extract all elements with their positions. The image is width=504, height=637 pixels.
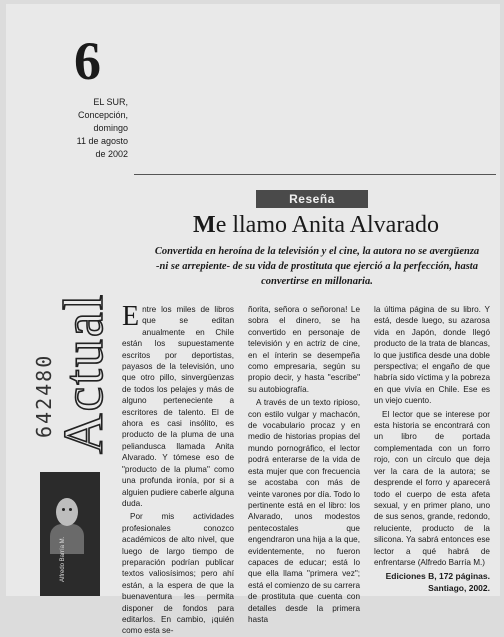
paragraph: Por mis actividades profesionales conozco académicos de alto nivel, que luego de largo tiempo de preparación podrían publicar textos valiosísimos; pero ahí están, a la espera de que la buenaventura les permita disponer de fondos para editarlos. En cambio, ¡quién como esta se- — [122, 512, 234, 636]
article-column-3 — [374, 304, 490, 568]
paragraph: ñorita, señora o señorona! Le sobra el dinero, se ha convertido en personaje de televisión y en actriz de cine, en el ínterin se desempeña como empresaria, según su propio decir, y hasta "escribe" su autobiografía. — [248, 305, 360, 394]
paragraph: la última página de su libro. Y está, desde luego, su azarosa vida en Japón, donde llegó producto de la trata de blancas, lo que justifica desde una doble perspectiva; el engaño de que habría sido víctima y la pobreza en que vivía en Chile. Ese es un viejo cuento. — [374, 305, 490, 406]
photo-figure-body — [50, 524, 84, 554]
headline — [156, 211, 476, 239]
dateline-line: EL SUR, — [93, 97, 128, 107]
section-title-block — [26, 164, 115, 454]
photo-eye — [62, 508, 65, 511]
newspaper-page — [6, 4, 500, 636]
paragraph — [122, 301, 234, 509]
dateline — [52, 96, 128, 161]
credits-line: Santiago, 2002. — [428, 583, 490, 593]
paragraph-text: ntre los miles de libros que se editan anualmente en Chile están los supuestamente escritos por deportistas, payasos de la televisión, uno que otro pillo, sinvergüenzas de todos los pelajes y más de alguno perteneciente a escritores de talento. El de ahora es casi insólito, es producto de la pluma de una peliandusca llamada Anita Alvarado. Y tómese eso de "producto de la pluma" como una profunda ironía, por si a alguien pudiere caberle alguna duda. — [122, 305, 234, 508]
section-label: Reseña — [256, 190, 368, 208]
section-title: Actual — [53, 292, 115, 454]
article-column-1 — [122, 301, 234, 637]
dateline-line: Concepción, — [77, 110, 128, 120]
page-number: 6 — [74, 31, 101, 91]
author-photo — [40, 472, 100, 596]
photo-figure-face — [56, 498, 78, 526]
headline-initial: M — [193, 212, 216, 238]
dateline-line: domingo — [93, 123, 128, 133]
paragraph: El lector que se interese por esta historia se encontrará con un libro de portada complementada con un forro rojo, con un círculo que deja ver la cara de la autora; se desprende el forro y aparecerá todo el cuerpo de esta afeta sexual, y en primer plano, uno de sus senos, grande, redondo, reluciente, producto de la silicona. Ya sabrá entonces ese lector a qué habrá de enfrentarse (Alfredo Barría M.) — [374, 409, 490, 567]
header-divider — [134, 174, 496, 175]
photo-eye — [69, 508, 72, 511]
drop-cap: E — [122, 301, 140, 332]
dateline-line: 11 de agosto — [76, 136, 128, 146]
headline-text: e llamo Anita Alvarado — [215, 212, 439, 238]
article-column-2 — [248, 304, 360, 625]
article-deck: Convertida en heroína de la televisión y el cine, la autora no se avergüenza -ni se arrepiente- de su vida de prostituta que ejerció a la perfección, hasta convertirse en millonaria. — [154, 246, 480, 287]
publication-credits — [374, 570, 490, 594]
paragraph: A través de un texto ripioso, con estilo vulgar y machacón, de vocabulario procaz y en medio de historias propias del mundo pornográfico, el lector podrá enterarse de la vida de esta mujer que con frecuencia se acostaba con más de veinte varones por día. Todo lo pertinente está en el libro: los Alvarado, unos modestos pentecostales que engendraron una hija a la que, evidentemente, no fueron capaces de educar; está lo que ella llama "primera vez"; está el comienzo de su carrera de prostituta que cuenta con detalles desde la primera hasta — [248, 398, 360, 624]
credits-line: Ediciones B, 172 páginas. — [385, 571, 490, 581]
dateline-line: de 2002 — [95, 149, 128, 159]
handwritten-note: 642480 — [32, 353, 56, 438]
photo-caption: Alfredo Barría M. — [60, 536, 66, 582]
